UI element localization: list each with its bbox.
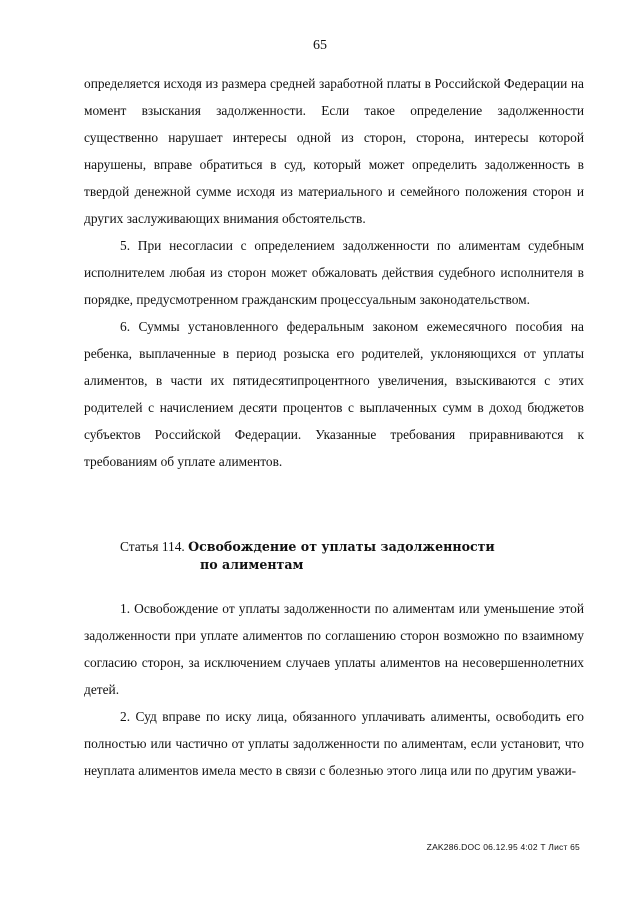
paragraph-item-1: 1. Освобождение от уплаты задолженности по алиментам или уменьшение этой задолженности при уплате алиментов по соглашению сторон возможно по взаимному согласию сторон, за исключением случаев уплаты алиментов на несовершеннолетних детей. — [84, 601, 584, 697]
body-text-top — [84, 70, 584, 475]
article-title-line2: по алиментам — [200, 557, 304, 572]
article-heading — [120, 538, 560, 574]
document-footer: ZAK286.DOC 06.12.95 4:02 Т Лист 65 — [426, 842, 580, 852]
article-title-line1: Освобождение от уплаты задолженности — [188, 539, 495, 554]
page-number: 65 — [313, 38, 327, 53]
paragraph-item-2: 2. Суд вправе по иску лица, обязанного уплачивать алименты, освободить его полностью или частично от уплаты задолженности по алиментам, если установит, что неуплата алиментов имела место в связи с болезнью этого лица или по другим уважи- — [84, 709, 584, 778]
body-text-bottom — [84, 595, 584, 784]
paragraph-item-6: 6. Суммы установленного федеральным законом ежемесячного пособия на ребенка, выплаченные в период розыска его родителей, уклоняющихся от уплаты алиментов, в части их пятидесятипроцентного увеличения, взыскиваются с этих родителей с начислением десяти процентов с выплаченных сумм в доход бюджетов субъектов Российской Федерации. Указанные требования приравниваются к требованиям об уплате алиментов. — [84, 319, 584, 469]
paragraph-item-5: 5. При несогласии с определением задолженности по алиментам судебным исполнителем любая из сторон может обжаловать действия судебного исполнителя в порядке, предусмотренном гражданским процессуальным законодательством. — [84, 238, 584, 307]
paragraph-continuation: определяется исходя из размера средней заработной платы в Российской Федерации на момент взыскания задолженности. Если такое определение задолженности существенно нарушает интересы одной из сторон, сторона, интересы которой нарушены, вправе обратиться в суд, который может определить задолженность в твердой денежной сумме исходя из материального и семейного положения сторон и других заслуживающих внимания обстоятельств. — [84, 76, 584, 226]
article-label: Статья 114. — [120, 539, 185, 554]
